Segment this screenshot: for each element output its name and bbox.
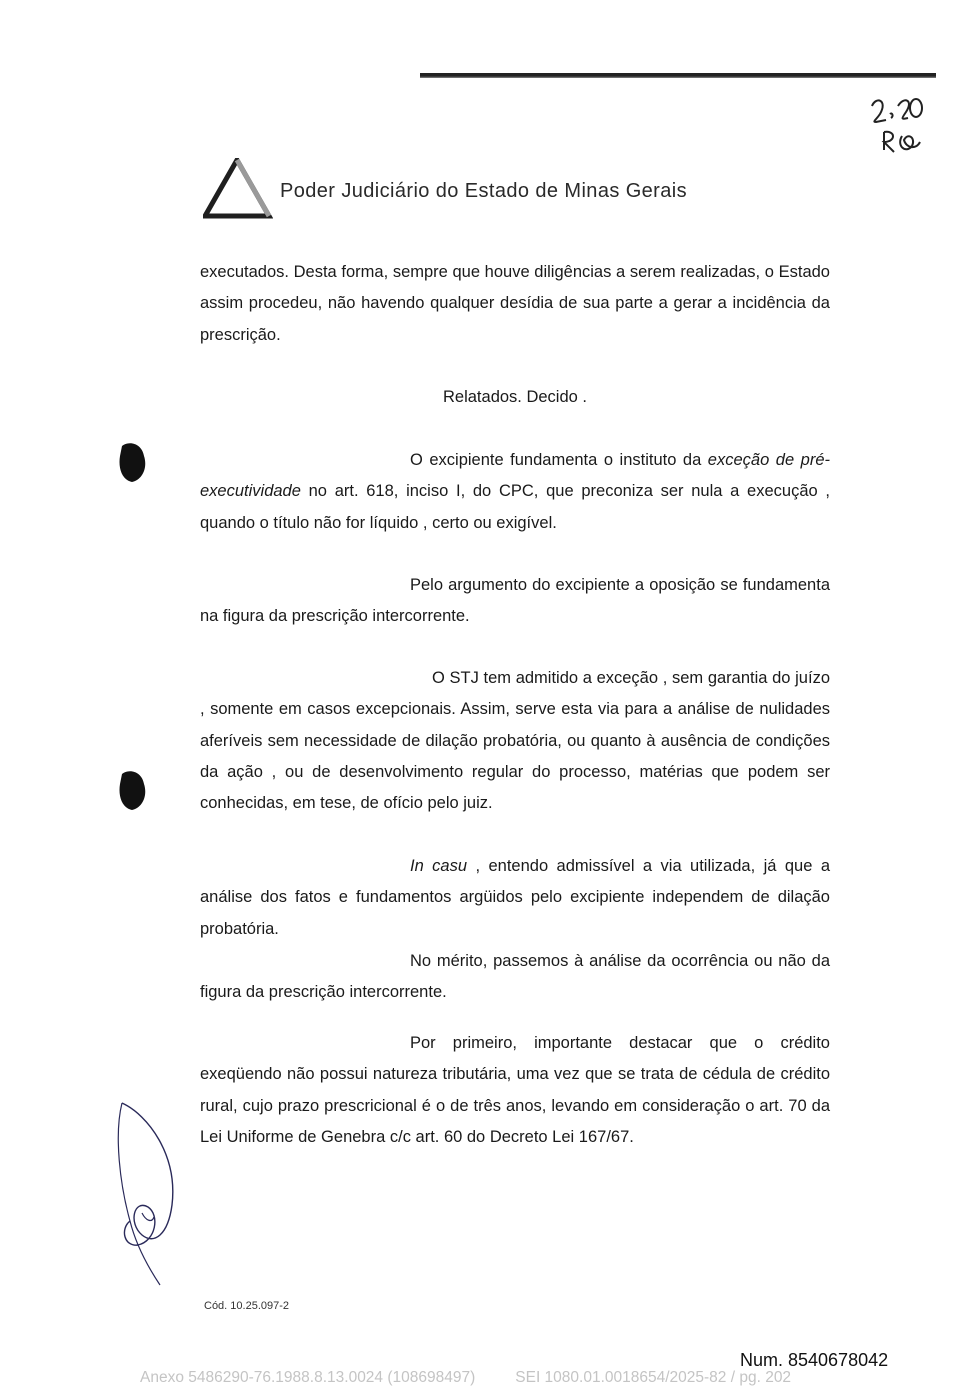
folio-stamp-handwritten xyxy=(862,92,932,162)
paragraph-3-text xyxy=(200,445,830,539)
footer-annex: Anexo 5486290-76.1988.8.13.0024 (108698497) xyxy=(140,1369,476,1386)
institution-title: Poder Judiciário do Estado de Minas Gerais xyxy=(280,180,688,202)
paragraph-4 xyxy=(200,570,830,633)
paragraph-1-text: executados. Desta forma, sempre que houve diligências a serem realizadas, o Estado assim procedeu, não havendo qualquer desídia de sua parte a gerar a incidência da prescrição. xyxy=(200,263,830,344)
paragraph-6 xyxy=(200,851,830,945)
paragraph-3-part-a: O excipiente fundamenta o instituto da xyxy=(410,451,708,469)
paragraph-3-italic: exceção de pré-executividade xyxy=(200,451,830,501)
paragraph-6-text xyxy=(200,851,830,945)
paragraph-5-text: O STJ tem admitido a exceção , sem garantia do juízo , somente em casos excepcionais. Assim, serve esta via para a análise de nulidades aferíveis sem necessidade de dilação probatória, ou quanto à ausência de condições da ação , ou de desenvolvimento regular do processo, matérias que podem ser conhecidas, em tese, de ofício pelo juiz. xyxy=(200,669,830,813)
paragraph-8-text: Por primeiro, importante destacar que o crédito exeqüendo não possui natureza tributária, uma vez que se trata de cédula de crédito rural, cujo prazo prescricional é o de três anos, levando em consideração o art. 70 da Lei Uniforme de Genebra c/c art. 60 do Decreto Lei 167/67. xyxy=(200,1034,830,1146)
paragraph-8 xyxy=(200,1028,830,1153)
paragraph-7-text: No mérito, passemos à análise da ocorrência ou não da figura da prescrição intercorrente. xyxy=(200,952,830,1002)
section-heading-relatados: Relatados. Decido . xyxy=(443,388,587,406)
punch-hole-mark-top xyxy=(116,440,150,484)
paragraph-7 xyxy=(200,946,830,1009)
footer-sei-reference: SEI 1080.01.0018654/2025-82 / pg. 202 xyxy=(515,1369,792,1386)
paragraph-2 xyxy=(200,382,830,413)
paragraph-3 xyxy=(200,445,830,539)
tjmg-triangle-logo xyxy=(203,158,273,220)
header-rule xyxy=(420,73,936,78)
paragraph-5 xyxy=(200,663,830,819)
handwritten-signature xyxy=(108,1095,198,1290)
paragraph-4-text: Pelo argumento do excipiente a oposição se fundamenta na figura da prescrição intercorrente. xyxy=(200,576,830,626)
footer-watermark xyxy=(140,1369,840,1387)
paragraph-6-part-b: , entendo admissível a via utilizada, já que a análise dos fatos e fundamentos argüidos pelo excipiente independem de dilação probatória. xyxy=(200,857,830,938)
paragraph-3-part-b: no art. 618, inciso I, do CPC, que preconiza ser nula a execução , quando o título não for líquido , certo ou exigível. xyxy=(200,482,830,532)
form-code: Cód. 10.25.097-2 xyxy=(204,1300,290,1312)
document-number: Num. 8540678042 xyxy=(740,1350,889,1370)
paragraph-1 xyxy=(200,257,830,351)
punch-hole-mark-bottom xyxy=(116,768,150,812)
paragraph-6-italic: In casu xyxy=(410,857,468,875)
